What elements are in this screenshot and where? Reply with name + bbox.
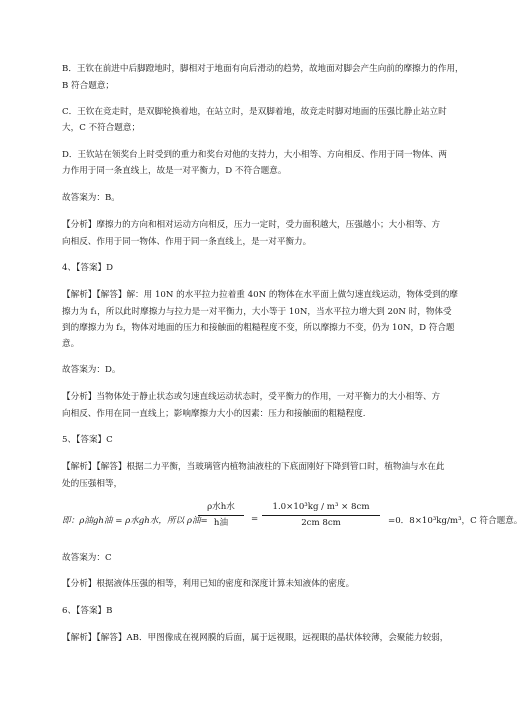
- text-line: 擦力为 f₁，所以此时摩擦力与拉力是一对平衡力，大小等于 10N，当水平拉力增大到 20N 时，物体受: [62, 307, 452, 317]
- formula-fraction-numeric: [262, 500, 380, 531]
- answer-line: 故答案为：C: [62, 553, 112, 563]
- text-line: D．王钦站在领奖台上时受到的重力和奖台对他的支持力，大小相等、方向相反、作用于同一物体、两: [62, 150, 448, 160]
- density-formula: [62, 500, 522, 540]
- text-line: 大，C 不符合题意；: [62, 123, 141, 133]
- text-line: B 符合题意；: [62, 81, 115, 91]
- analysis-line: 向相反、作用在同一直线上；影响摩擦力大小的因素：压力和接触面的粗糙程度.: [62, 409, 366, 419]
- text-line: 到的摩擦力为 f₂，物体对地面的压力和接触面的粗糙程度不变，所以摩擦力不变，仍为 10N，D 符合题: [62, 323, 455, 333]
- analysis-line: 向相反、作用于同一物体、作用于同一条直线上，是一对平衡力。: [62, 237, 312, 247]
- formula-fraction-symbolic: [198, 500, 244, 531]
- question-heading: 4、【答案】D: [62, 263, 114, 273]
- text-line: 【解析】【解答】解：用 10N 的水平拉力拉着重 40N 的物体在水平面上做匀速直线运动，物体受到的摩: [62, 290, 458, 300]
- text-line: 【解析】【解答】根据二力平衡，当玻璃管内植物油液柱的下底面刚好下降到管口时，植物油与水在此: [62, 462, 445, 472]
- text-line: 意。: [62, 339, 80, 349]
- answer-line: 故答案为：D。: [62, 365, 121, 375]
- fraction-numerator: ρ水h水: [198, 500, 244, 516]
- text-line: 处的压强相等，: [62, 479, 123, 489]
- analysis-line: 【分析】摩擦力的方向和相对运动方向相反，压力一定时，受力面积越大，压强越小；大小相等、方: [62, 220, 441, 230]
- text-line: C．王钦在竞走时，是双脚轮换着地，在站立时，是双脚着地，故竞走时脚对地面的压强比静止站立时: [62, 107, 447, 117]
- text-line: 力作用于同一条直线上，故是一对平衡力，D 不符合题意。: [62, 166, 287, 176]
- analysis-line: 【分析】当物体处于静止状态或匀速直线运动状态时，受平衡力的作用，一对平衡力的大小相等、方: [62, 392, 441, 402]
- question-heading: 6、【答案】B: [62, 606, 113, 616]
- fraction-numerator: 1.0×10³kg / m³ × 8cm: [262, 500, 380, 516]
- text-line: 【解析】【解答】AB．甲图像成在视网膜的后面，属于远视眼，远视眼的晶状体较薄，会聚能力较弱，: [62, 633, 449, 643]
- formula-lead: 即：ρ油gh油 = ρ水gh水，所以 ρ油=: [62, 516, 208, 526]
- equals-sign: =: [251, 514, 259, 524]
- answer-line: 故答案为：B。: [62, 193, 120, 203]
- formula-result: =0．8×10³kg/m³，C 符合题意。: [388, 516, 522, 526]
- text-line: B．王钦在前进中后脚蹬地时，脚相对于地面有向后滑动的趋势，故地面对脚会产生向前的摩擦力的作用，: [62, 64, 464, 74]
- question-heading: 5、【答案】C: [62, 435, 113, 445]
- fraction-denominator: h油: [213, 518, 229, 528]
- fraction-denominator: 2cm 8cm: [301, 518, 341, 528]
- analysis-line: 【分析】根据液体压强的相等，利用已知的密度和深度计算未知液体的密度。: [62, 579, 355, 589]
